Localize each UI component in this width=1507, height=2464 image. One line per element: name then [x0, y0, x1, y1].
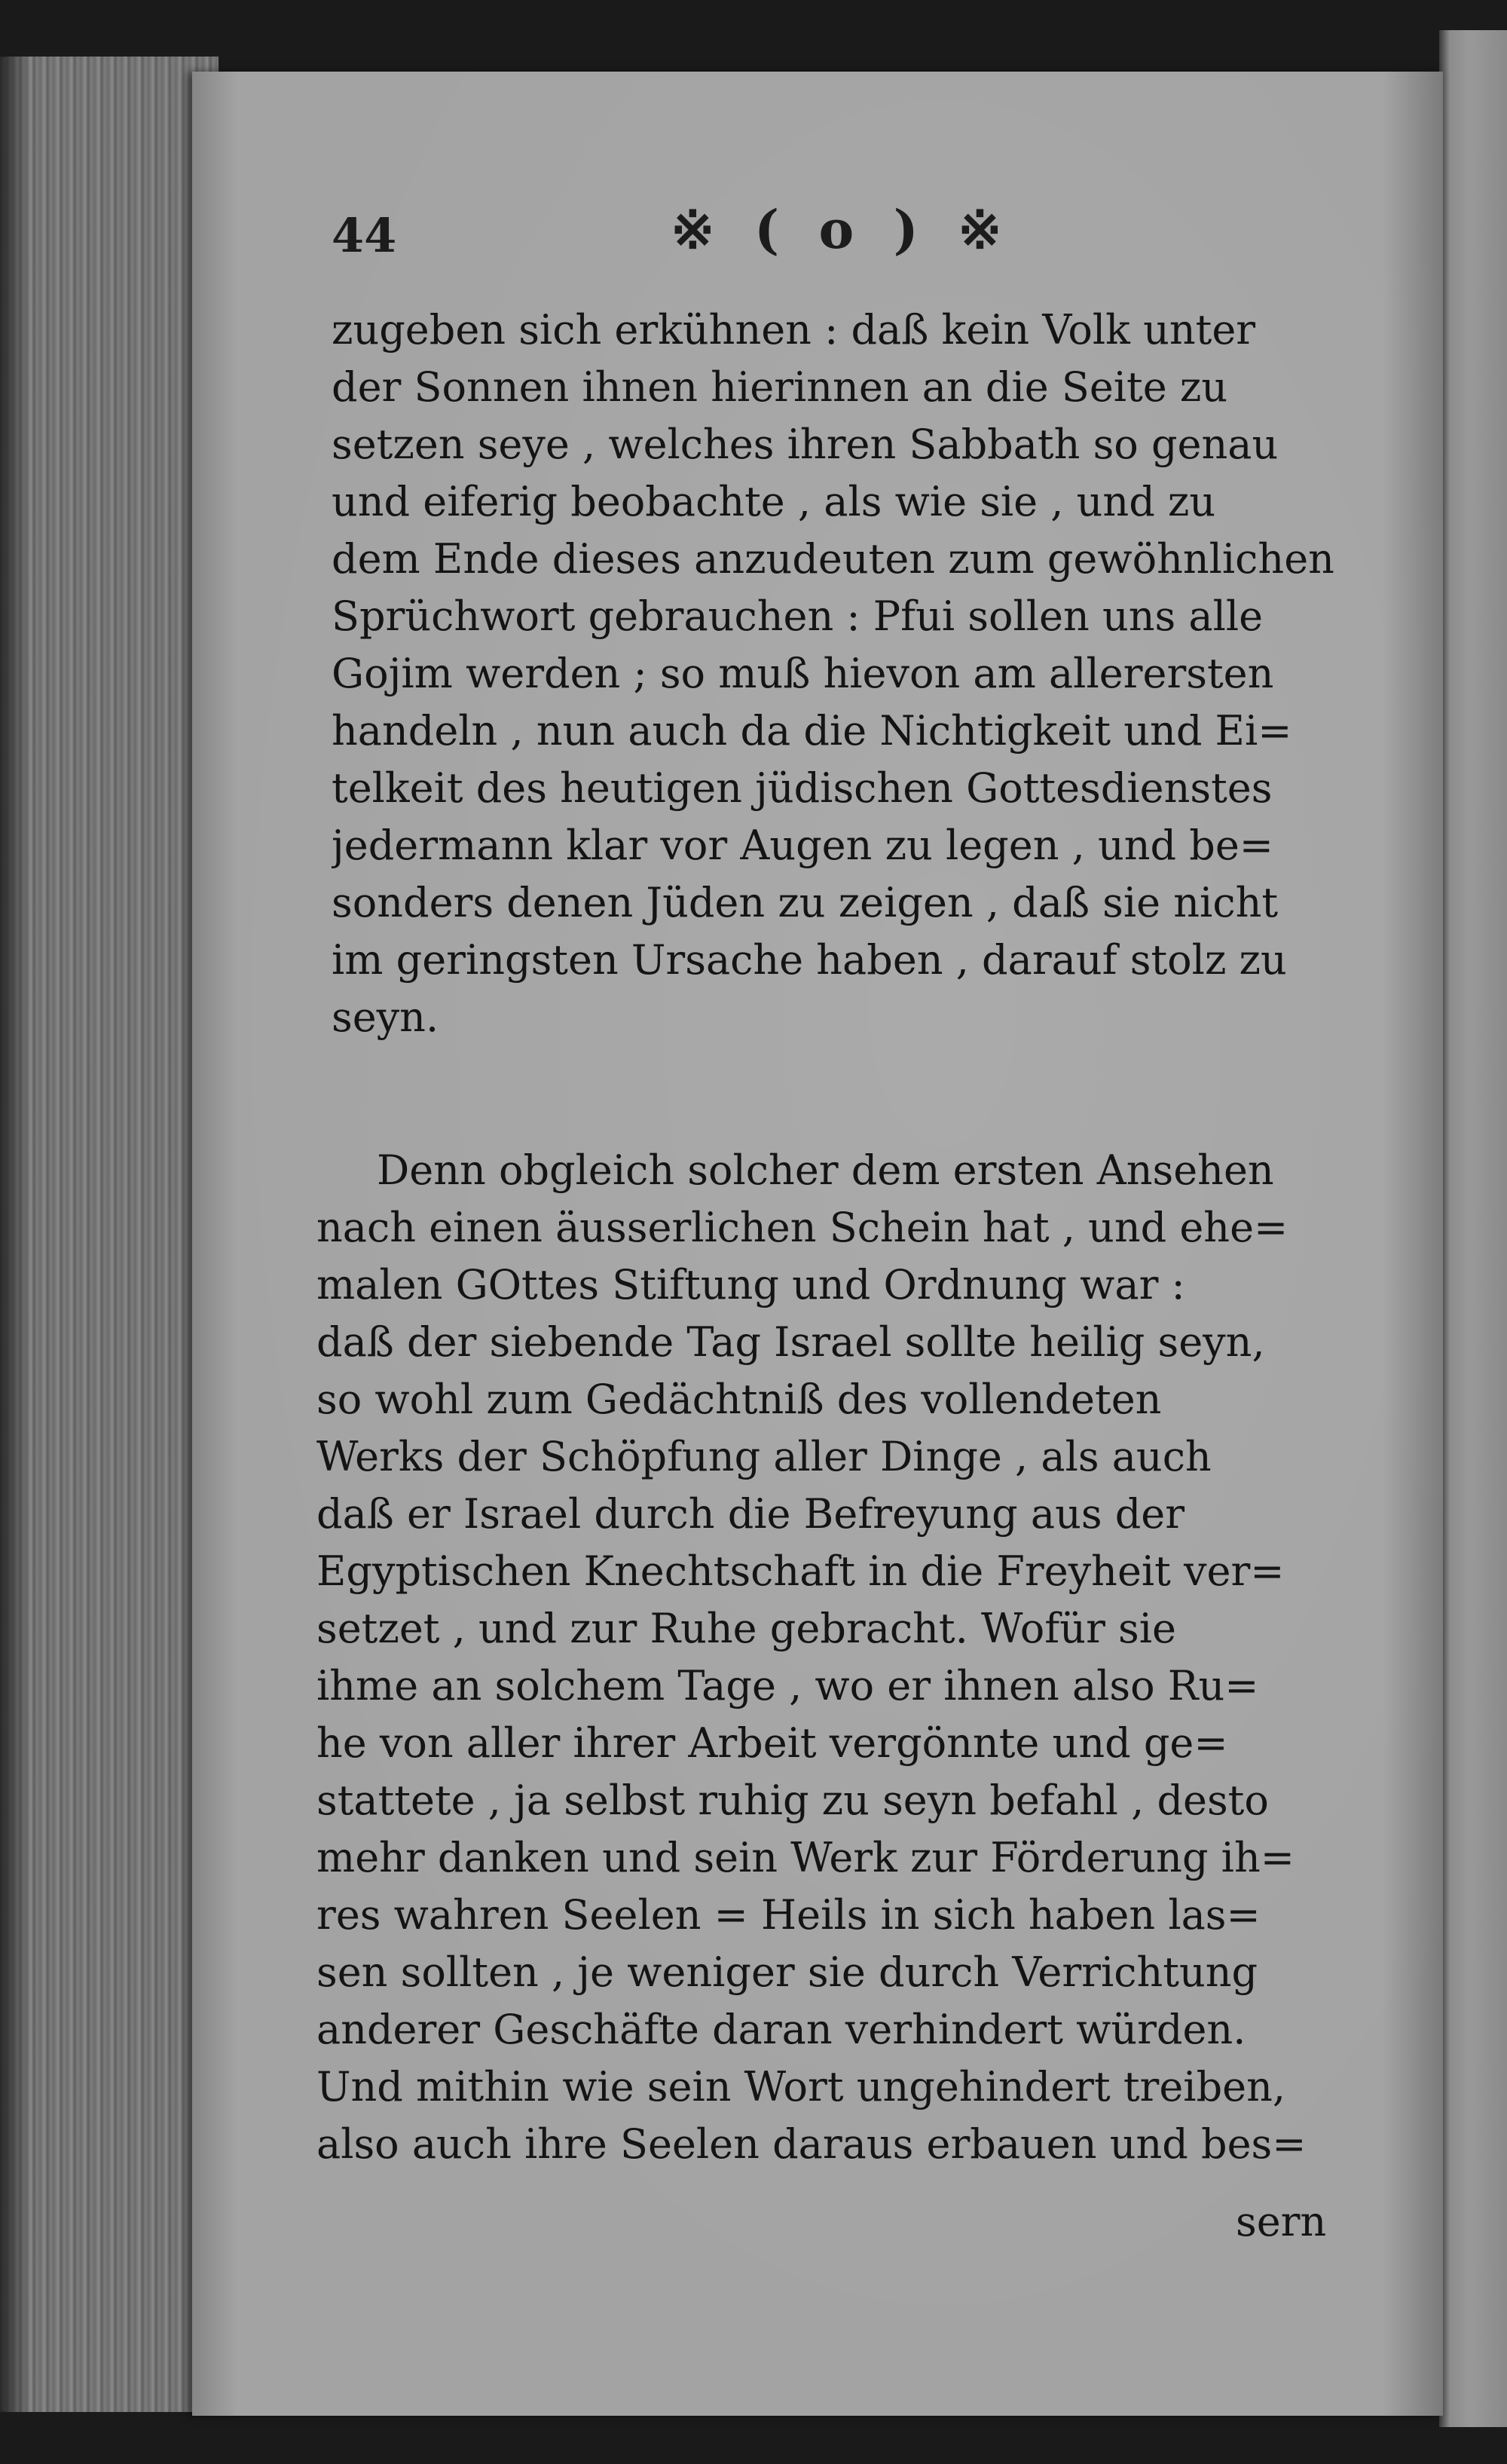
text-line: seyn. — [332, 993, 439, 1041]
text-line: anderer Geschäfte daran verhindert würden. — [316, 2006, 1246, 2053]
text-line: he von aller ihrer Arbeit vergönnte und ge= — [316, 1719, 1228, 1767]
text-line: im geringsten Ursache haben , darauf stolz zu — [332, 936, 1287, 984]
text-line: also auch ihre Seelen daraus erbauen und bes= — [316, 2120, 1307, 2168]
text-line: malen GOttes Stiftung und Ordnung war : — [316, 1261, 1185, 1309]
text-line: Gojim werden ; so muß hievon am allerersten — [332, 650, 1274, 697]
book-page-edges — [0, 57, 219, 2412]
text-line: stattete , ja selbst ruhig zu seyn befahl , desto — [316, 1777, 1269, 1824]
text-line: und eiferig beobachte , als wie sie , und zu — [332, 478, 1216, 525]
text-line: zugeben sich erkühnen : daß kein Volk unter — [332, 306, 1256, 354]
page-number: 44 — [332, 208, 397, 263]
text-line: Sprüchwort gebrauchen : Pfui sollen uns alle — [332, 592, 1264, 640]
paragraph-2 — [316, 1142, 1386, 2173]
text-line: Egyptischen Knechtschaft in die Freyheit ver= — [316, 1547, 1285, 1595]
text-line: telkeit des heutigen jüdischen Gottesdienstes — [332, 764, 1273, 812]
text-line: daß er Israel durch die Befreyung aus der — [316, 1490, 1185, 1538]
edge-shadow — [0, 57, 30, 2412]
text-line: sen sollten , je weniger sie durch Verrichtung — [316, 1948, 1258, 1996]
text-line: der Sonnen ihnen hierinnen an die Seite zu — [332, 363, 1228, 411]
facing-page-edge — [1439, 30, 1507, 2427]
text-line: Denn obgleich solcher dem ersten Ansehen — [377, 1146, 1274, 1194]
text-line: so wohl zum Gedächtniß des vollendeten — [316, 1376, 1162, 1423]
text-line: jedermann klar vor Augen zu legen , und be= — [332, 822, 1274, 869]
text-line: mehr danken und sein Werk zur Förderung ih= — [316, 1834, 1295, 1881]
text-line: dem Ende dieses anzudeuten zum gewöhnlichen — [332, 535, 1334, 583]
text-line: nach einen äusserlichen Schein hat , und ehe= — [316, 1204, 1288, 1251]
text-line: res wahren Seelen = Heils in sich haben las= — [316, 1891, 1261, 1939]
catchword: sern — [1236, 2198, 1327, 2245]
text-line: setzet , und zur Ruhe gebracht. Wofür sie — [316, 1605, 1176, 1652]
text-line: Werks der Schöpfung aller Dinge , als auch — [316, 1433, 1212, 1480]
text-line: setzen seye , welches ihren Sabbath so genau — [332, 421, 1279, 468]
text-line: ihme an solchem Tage , wo er ihnen also Ru= — [316, 1662, 1259, 1709]
text-line: handeln , nun auch da die Nichtigkeit und Ei= — [332, 707, 1292, 755]
paragraph-1 — [332, 301, 1402, 1046]
text-line: Und mithin wie sein Wort ungehindert treiben, — [316, 2063, 1286, 2110]
header-ornament: ※ ( o ) ※ — [671, 198, 1013, 261]
text-line: sonders denen Jüden zu zeigen , daß sie nicht — [332, 879, 1279, 926]
text-line: daß der siebende Tag Israel sollte heilig seyn, — [316, 1318, 1265, 1366]
